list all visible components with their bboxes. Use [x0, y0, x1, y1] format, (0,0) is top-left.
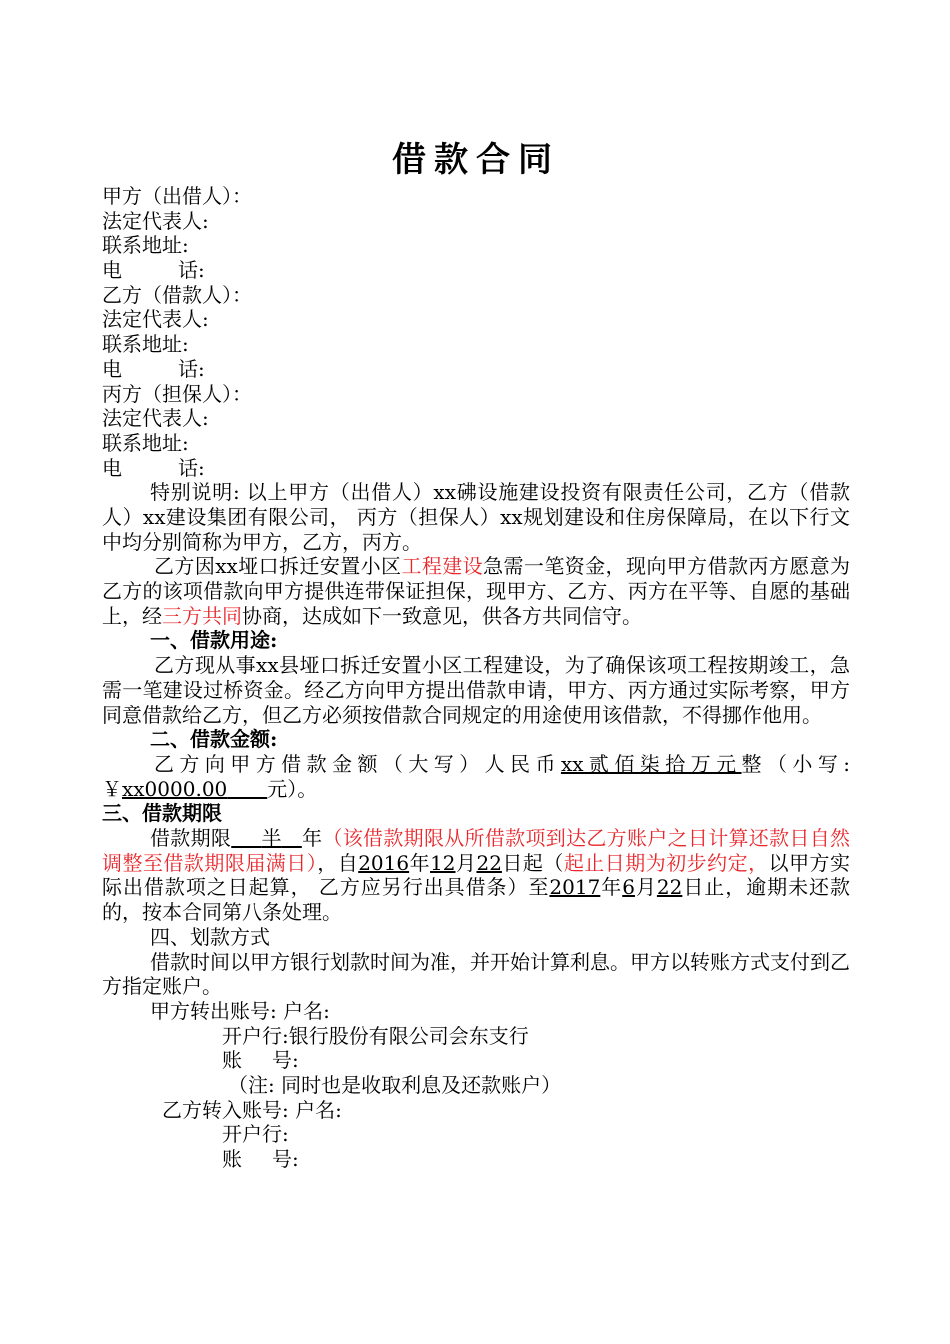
party-c-tel: [102, 456, 850, 481]
start-year: 2016: [358, 850, 410, 875]
intro-highlight-1: 工程建设: [401, 554, 484, 579]
intro-text-2: 急需一笔资金，现向甲方借款丙方愿意为乙方的该项借款向甲方提供连带保证担保，现甲方、乙方、丙方在平等、自愿的基础上，经: [102, 554, 851, 628]
party-a-addr: 联系地址:: [102, 233, 189, 258]
term-value: 半: [261, 826, 282, 851]
tel-label-a: 电: [102, 258, 122, 283]
tel-label-a: 电: [102, 356, 122, 381]
end-month: 6: [622, 875, 635, 900]
acct-label-a: 账: [222, 1147, 242, 1172]
party-b-label: 乙方（借款人）：: [102, 282, 252, 307]
party-c-addr: 联系地址:: [102, 430, 189, 455]
section-4-body: 借款时间以甲方银行划款时间为准，并开始计算利息。甲方以转账方式支付到乙方指定账户。: [102, 949, 850, 999]
term-text-5: 月: [455, 850, 477, 875]
end-year: 2017: [549, 875, 601, 900]
account-out-number: [102, 1048, 850, 1073]
section-3-body: [102, 826, 850, 925]
section-1-heading: 一、借款用途:: [150, 628, 278, 653]
account-in-bank: 开户行:: [222, 1122, 289, 1147]
start-day: 22: [476, 850, 502, 875]
term-text-9: 月: [634, 875, 657, 900]
account-in-label: 乙方转入账号: 户名:: [162, 1097, 342, 1122]
amount-text-1: 乙方向甲方借款金额（大写）人民币: [154, 751, 561, 776]
account-in-number: [102, 1147, 850, 1172]
tel-label-b: 话:: [178, 258, 205, 283]
account-out-label: 甲方转出账号: 户名:: [150, 998, 330, 1023]
end-day: 22: [656, 875, 683, 900]
party-c-label: 丙方（担保人）：: [102, 381, 252, 406]
term-text-6: 日起（: [501, 850, 564, 875]
party-a-tel: [102, 258, 850, 283]
party-b-tel: [102, 357, 850, 382]
term-text-8: 年: [600, 875, 623, 900]
acct-label-a: 账: [222, 1048, 242, 1073]
party-b-addr: 联系地址:: [102, 332, 189, 357]
term-value-wrap: [231, 826, 302, 850]
amount-lower: xx0000.00: [122, 776, 228, 801]
intro-text-1: 乙方因xx垭口拆迁安置小区: [154, 554, 402, 579]
amount-text-3: 元）。: [267, 776, 318, 801]
special-note: 特别说明: 以上甲方（出借人）xx砩设施建设投资有限责任公司，乙方（借款人）xx建设集团有限公司， 丙方（担保人）xx规划建设和住房保障局，在以下行文中均分别简称为甲方，乙方，丙方。: [102, 480, 850, 554]
section-3-heading: 三、借款期限: [102, 801, 222, 826]
section-2-heading: 二、借款金额:: [150, 727, 278, 752]
acct-label-b: 号:: [272, 1048, 299, 1073]
amount-lower-wrap: [122, 777, 267, 801]
term-text-2: 年: [301, 826, 323, 851]
tel-label-b: 话:: [178, 455, 205, 480]
account-note: （注: 同时也是收取利息及还款账户）: [228, 1073, 562, 1098]
section-4-heading: 四、划款方式: [150, 924, 270, 949]
section-2-body: [102, 752, 850, 801]
document-body: [102, 184, 850, 1172]
party-c-rep: 法定代表人:: [102, 406, 209, 431]
section-1-body: 乙方现从事xx县垭口拆迁安置小区工程建设，为了确保该项工程按期竣工，急需一笔建设过桥资金。经乙方向甲方提出借款申请，甲方、丙方通过实际考察，甲方同意借款给乙方，但乙方必须按借款合同规定的用途使用该借款，不得挪作他用。: [102, 653, 850, 727]
amount-upper: xx贰佰柒拾万元: [560, 751, 742, 776]
term-text-4: 年: [409, 850, 431, 875]
term-red-1: （该借款期限从所借款项到达乙方账户之日计算还款日自然调整至借款期限届满日）: [102, 826, 851, 875]
party-a-rep: 法定代表人:: [102, 208, 209, 233]
tel-label-b: 话:: [178, 356, 205, 381]
term-text-3: ，自: [317, 850, 359, 875]
acct-label-b: 号:: [272, 1147, 299, 1172]
term-text-10: 日止，逾期未还款的，按本合同第八条处理。: [102, 875, 851, 925]
party-a-label: 甲方（出借人）：: [102, 184, 252, 208]
intro-text-3: 协商，达成如下一致意见，供各方共同信守。: [242, 603, 642, 628]
term-red-2: 起止日期为初步约定，: [563, 850, 769, 875]
account-out-bank: 开户行:银行股份有限公司会东支行: [222, 1023, 529, 1048]
party-b-rep: 法定代表人:: [102, 307, 209, 332]
tel-label-a: 电: [102, 455, 122, 480]
term-text-7: 以甲方实际出借款项之日起算， 乙方应另行出具借条）至: [102, 850, 851, 900]
amount-text-2: 整（小写: ￥: [102, 751, 851, 801]
term-text-1: 借款期限: [150, 826, 232, 851]
intro-highlight-2: 三方共同: [162, 603, 242, 628]
intro-paragraph: [102, 554, 850, 628]
document-title: 借款合同: [392, 140, 560, 180]
start-month: 12: [430, 850, 456, 875]
